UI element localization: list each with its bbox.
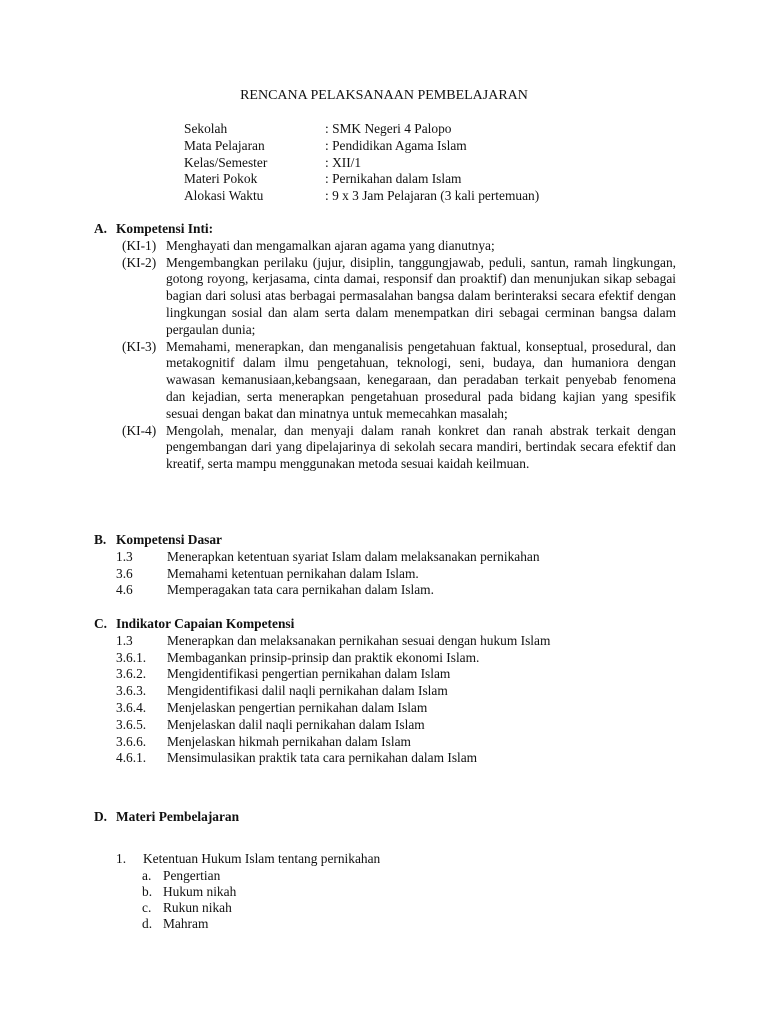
ki-item bbox=[122, 339, 676, 423]
kd-code: 4.6 bbox=[116, 582, 133, 598]
info-value: : XII/1 bbox=[325, 154, 362, 170]
indicator-item bbox=[116, 683, 676, 700]
indicator-item bbox=[116, 666, 676, 683]
indicator-item bbox=[116, 750, 676, 767]
kd-code: 3.6 bbox=[116, 565, 133, 581]
subitem-text: Rukun nikah bbox=[163, 900, 232, 916]
indicator-text: Mengidentifikasi pengertian pernikahan dalam Islam bbox=[167, 666, 451, 682]
ki-code: (KI-3) bbox=[122, 338, 157, 354]
kd-item bbox=[116, 566, 676, 583]
material-list bbox=[116, 851, 676, 933]
info-value: : 9 x 3 Jam Pelajaran (3 kali pertemuan) bbox=[325, 188, 540, 204]
section-title: Indikator Capaian Kompetensi bbox=[116, 616, 295, 631]
indicator-code: 3.6.4. bbox=[116, 699, 147, 715]
section-learning-material bbox=[94, 809, 676, 933]
info-label: Materi Pokok bbox=[184, 171, 258, 187]
indicator-text: Menjelaskan hikmah pernikahan dalam Islam bbox=[167, 733, 411, 749]
material-text: Ketentuan Hukum Islam tentang pernikahan bbox=[143, 850, 381, 866]
material-subitem bbox=[142, 916, 676, 932]
ki-text: Mengolah, menalar, dan menyaji dalam ranah konkret dan ranah abstrak terkait dengan pengembangan dari yang dipelajarinya di sekolah secara mandiri, bertindak secara efektif dan kreatif, serta mampu menggunakan metoda sesuai kaidah keilmuan. bbox=[166, 422, 676, 472]
indicator-code: 3.6.5. bbox=[116, 716, 147, 732]
material-subitem bbox=[142, 900, 676, 916]
material-code: 1. bbox=[116, 850, 127, 866]
subitem-code: a. bbox=[142, 867, 152, 883]
subitem-code: b. bbox=[142, 883, 153, 899]
info-value: : SMK Negeri 4 Palopo bbox=[325, 121, 452, 136]
section-letter: B. bbox=[94, 532, 107, 547]
section-letter: D. bbox=[94, 809, 108, 824]
info-value: : Pendidikan Agama Islam bbox=[325, 137, 467, 153]
section-basic-competence bbox=[94, 532, 676, 599]
kd-code: 1.3 bbox=[116, 548, 133, 564]
info-label: Sekolah bbox=[184, 121, 228, 136]
indicator-code: 1.3 bbox=[116, 632, 133, 648]
ki-text: Memahami, menerapkan, dan menganalisis pengetahuan faktual, konseptual, prosedural, dan metakognitif dalam ilmu pengetahuan, teknologi, seni, budaya, dan humaniora dengan wawasan kemanusiaan,kebangsaan, kenegaraan, dan peradaban terkait penyebab fenomena dan kejadian, serta menerapkan pengetahuan prosedural pada bidang kajian yang spesifik sesuai dengan bakat dan minatnya untuk memecahkan masalah; bbox=[166, 338, 676, 421]
info-row-school bbox=[184, 121, 539, 138]
info-row-subject bbox=[184, 138, 539, 155]
indicator-text: Menjelaskan dalil naqli pernikahan dalam Islam bbox=[167, 716, 425, 732]
subitem-code: c. bbox=[142, 900, 152, 916]
document-title: RENCANA PELAKSANAAN PEMBELAJARAN bbox=[240, 88, 528, 103]
indicator-text: Mensimulasikan praktik tata cara pernikahan dalam Islam bbox=[167, 750, 478, 766]
ki-text: Menghayati dan mengamalkan ajaran agama yang dianutnya; bbox=[166, 237, 495, 253]
ki-text: Mengembangkan perilaku (jujur, disiplin, tanggungjawab, peduli, santun, ramah lingkungan, gotong royong, kerjasama, cinta damai, responsif dan proaktif) dan menunjukan sikap sebagai bagian dari solusi atas berbagai permasalahan bangsa dalam berinteraksi secara efektif dengan lingkungan sosial dan alam serta dalam menempatkan diri sebagai cerminan bangsa dalam pergaulan dunia; bbox=[166, 254, 676, 337]
indicator-code: 3.6.2. bbox=[116, 666, 147, 682]
section-heading bbox=[94, 616, 676, 633]
indicator-item bbox=[116, 633, 676, 650]
ki-item bbox=[122, 255, 676, 339]
kd-text: Memahami ketentuan pernikahan dalam Islam. bbox=[167, 565, 419, 581]
kd-list bbox=[116, 549, 676, 599]
subitem-text: Hukum nikah bbox=[163, 883, 237, 899]
section-title: Materi Pembelajaran bbox=[116, 809, 240, 824]
indicator-text: Menerapkan dan melaksanakan pernikahan sesuai dengan hukum Islam bbox=[167, 632, 551, 648]
indicator-code: 3.6.1. bbox=[116, 649, 147, 665]
section-heading bbox=[94, 221, 676, 238]
section-title: Kompetensi Inti: bbox=[116, 221, 214, 236]
indicator-code: 3.6.3. bbox=[116, 683, 147, 699]
indicator-text: Membagankan prinsip-prinsip dan praktik ekonomi Islam. bbox=[167, 649, 480, 665]
indicator-code: 4.6.1. bbox=[116, 750, 147, 766]
material-item bbox=[116, 851, 676, 868]
ki-list bbox=[122, 238, 676, 473]
info-label: Kelas/Semester bbox=[184, 154, 268, 170]
info-row-topic bbox=[184, 171, 539, 188]
indicator-code: 3.6.6. bbox=[116, 733, 147, 749]
material-sublist bbox=[142, 868, 676, 933]
indicator-item bbox=[116, 650, 676, 667]
material-subitem bbox=[142, 884, 676, 900]
subitem-text: Mahram bbox=[163, 916, 209, 932]
info-value: : Pernikahan dalam Islam bbox=[325, 171, 462, 187]
school-info-block bbox=[184, 121, 539, 205]
section-letter: A. bbox=[94, 221, 108, 236]
section-indicators bbox=[94, 616, 676, 767]
indicator-item bbox=[116, 734, 676, 751]
material-subitem bbox=[142, 868, 676, 884]
info-label: Alokasi Waktu bbox=[184, 188, 264, 204]
section-heading bbox=[94, 809, 676, 826]
info-row-class bbox=[184, 155, 539, 172]
subitem-code: d. bbox=[142, 916, 153, 932]
section-title: Kompetensi Dasar bbox=[116, 532, 223, 547]
kd-text: Memperagakan tata cara pernikahan dalam Islam. bbox=[167, 582, 434, 598]
section-heading bbox=[94, 532, 676, 549]
ki-item bbox=[122, 423, 676, 473]
subitem-text: Pengertian bbox=[163, 867, 221, 883]
ki-code: (KI-1) bbox=[122, 237, 157, 253]
indicator-list bbox=[116, 633, 676, 767]
kd-item bbox=[116, 582, 676, 599]
indicator-item bbox=[116, 700, 676, 717]
indicator-item bbox=[116, 717, 676, 734]
ki-code: (KI-2) bbox=[122, 254, 157, 270]
info-row-time bbox=[184, 188, 539, 205]
kd-text: Menerapkan ketentuan syariat Islam dalam melaksanakan pernikahan bbox=[167, 548, 540, 564]
indicator-text: Menjelaskan pengertian pernikahan dalam Islam bbox=[167, 699, 428, 715]
info-label: Mata Pelajaran bbox=[184, 137, 265, 153]
section-letter: C. bbox=[94, 616, 108, 631]
section-core-competence bbox=[94, 221, 676, 473]
ki-code: (KI-4) bbox=[122, 422, 157, 438]
indicator-text: Mengidentifikasi dalil naqli pernikahan dalam Islam bbox=[167, 683, 448, 699]
kd-item bbox=[116, 549, 676, 566]
ki-item bbox=[122, 238, 676, 255]
